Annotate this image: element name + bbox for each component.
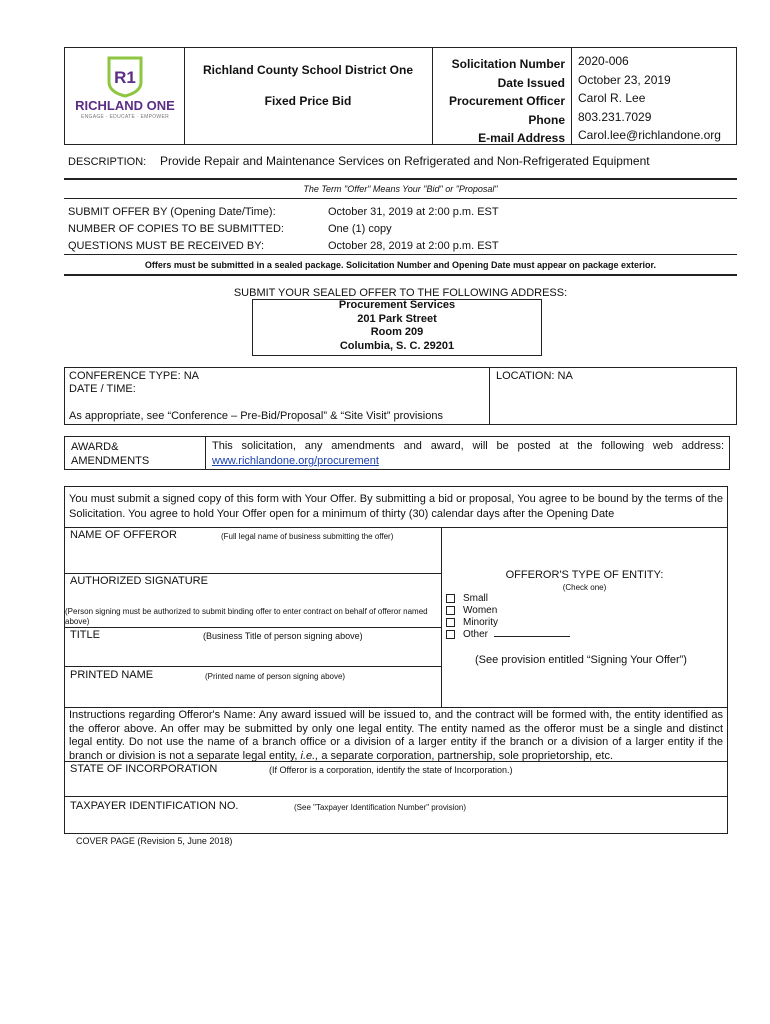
authorized-signature-hint: (Person signing must be authorized to submit binding offer to enter contract on behalf of offeror named above)	[65, 607, 428, 626]
submit-by-label: SUBMIT OFFER BY (Opening Date/Time):	[68, 206, 276, 218]
offeror-instructions: Instructions regarding Offeror's Name: Any award issued will be issued to, and the contract will be formed with, the entity identified as the offeror above. An offer may be submitted by only one legal entity. The entity named as the offeror must be a single and distinct legal entity. Do not use the name of a branch office or a division of a larger entity if the branch or a division of a larger entity if the branch or division is not a separate legal entity, i.e., a separate corporation, partnership, sole proprietorship, etc.	[69, 709, 723, 762]
entity-options	[446, 593, 570, 641]
sealed-note: Offers must be submitted in a sealed package. Solicitation Number and Opening Date must appear on package exterior.	[144, 260, 657, 270]
logo-name: RICHLAND ONE	[75, 98, 175, 113]
label-phone: Phone	[528, 112, 565, 127]
address-line-1: Procurement Services	[338, 299, 456, 311]
entity-option-other[interactable]: Other	[446, 629, 570, 641]
value-date-issued: October 23, 2019	[578, 72, 671, 87]
award-label-1: AWARD&	[71, 441, 119, 453]
footer-revision: COVER PAGE (Revision 5, June 2018)	[76, 836, 233, 846]
title-hint: (Business Title of person signing above)	[203, 631, 363, 641]
entity-check-note: (Check one)	[562, 583, 607, 592]
copies-value: One (1) copy	[328, 223, 392, 235]
checkbox-minority[interactable]	[446, 618, 455, 627]
description-label: DESCRIPTION:	[68, 156, 147, 168]
award-label-2: AMENDMENTS	[71, 455, 150, 467]
address-line-3: Room 209	[370, 326, 424, 338]
entity-heading: OFFEROR'S TYPE OF ENTITY:	[505, 569, 664, 581]
label-email: E-mail Address	[478, 131, 565, 145]
award-label	[71, 440, 149, 468]
entity-option-small[interactable]: Small	[446, 593, 570, 605]
questions-label: QUESTIONS MUST BE RECEIVED BY:	[68, 240, 265, 252]
logo-tagline: ENGAGE · EDUCATE · EMPOWER	[81, 114, 169, 120]
address-heading: SUBMIT YOUR SEALED OFFER TO THE FOLLOWING ADDRESS:	[233, 287, 568, 299]
submit-by-value: October 31, 2019 at 2:00 p.m. EST	[328, 206, 499, 218]
tin-hint: (See "Taxpayer Identification Number" provision)	[294, 803, 466, 812]
checkbox-women[interactable]	[446, 606, 455, 615]
header-values	[578, 52, 736, 145]
conference-date: DATE / TIME:	[69, 383, 136, 395]
conference-location: LOCATION: NA	[496, 370, 573, 382]
value-email: Carol.lee@richlandone.org	[578, 128, 721, 142]
address-line-4: Columbia, S. C. 29201	[339, 339, 455, 352]
term-note: The Term "Offer" Means Your "Bid" or "Proposal"	[303, 184, 498, 194]
entity-note: (See provision entitled “Signing Your Offer”)	[475, 654, 687, 666]
value-solicitation-number: 2020-006	[578, 54, 629, 68]
district-logo	[72, 56, 178, 126]
submit-values	[328, 204, 499, 255]
address-line-2: 201 Park Street	[357, 312, 437, 325]
printed-name-label: PRINTED NAME	[70, 669, 154, 681]
checkbox-small[interactable]	[446, 594, 455, 603]
other-blank-line[interactable]	[494, 636, 570, 637]
offeror-name-hint: (Full legal name of business submitting the offer)	[221, 532, 394, 541]
address-lines	[252, 299, 542, 353]
entity-option-women[interactable]: Women	[446, 605, 570, 617]
logo-mark: R1	[114, 68, 136, 87]
state-incorporation-label: STATE OF INCORPORATION	[70, 763, 218, 775]
offeror-name-label: NAME OF OFFEROR	[70, 529, 177, 541]
award-text: This solicitation, any amendments and award, will be posted at the following web address:	[212, 440, 724, 452]
district-name: Richland County School District One	[202, 63, 414, 77]
questions-value: October 28, 2019 at 2:00 p.m. EST	[328, 240, 499, 252]
bid-type: Fixed Price Bid	[264, 94, 352, 108]
checkbox-other[interactable]	[446, 630, 455, 639]
state-incorporation-hint: (If Offeror is a corporation, identify the state of Incorporation.)	[269, 765, 513, 775]
title-label: TITLE	[70, 629, 100, 641]
authorized-signature-label: AUTHORIZED SIGNATURE	[70, 575, 208, 587]
label-solicitation-number: Solicitation Number	[451, 57, 565, 71]
description-text: Provide Repair and Maintenance Services on Refrigerated and Non-Refrigerated Equipment	[160, 154, 650, 168]
procurement-url-link[interactable]: www.richlandone.org/procurement	[212, 455, 379, 467]
label-procurement-officer: Procurement Officer	[448, 94, 565, 108]
label-date-issued: Date Issued	[497, 75, 565, 90]
copies-label: NUMBER OF COPIES TO BE SUBMITTED:	[68, 223, 284, 235]
printed-name-hint: (Printed name of person signing above)	[205, 672, 346, 681]
conference-type: CONFERENCE TYPE: NA	[69, 370, 199, 382]
offeror-intro: You must submit a signed copy of this form with Your Offer. By submitting a bid or proposal, You agree to be bound by the terms of the Solicitation. You agree to hold Your Offer open for a minimum of thirty (30) calendar days after the Opening Date	[69, 493, 723, 520]
header-labels	[434, 55, 565, 148]
entity-option-minority[interactable]: Minority	[446, 617, 570, 629]
submit-rows	[68, 204, 284, 255]
conference-provisions: As appropriate, see “Conference – Pre-Bid/Proposal” & “Site Visit” provisions	[69, 410, 443, 422]
value-phone: 803.231.7029	[578, 109, 652, 124]
value-procurement-officer: Carol R. Lee	[578, 91, 646, 105]
tin-label: TAXPAYER IDENTIFICATION NO.	[70, 800, 239, 812]
